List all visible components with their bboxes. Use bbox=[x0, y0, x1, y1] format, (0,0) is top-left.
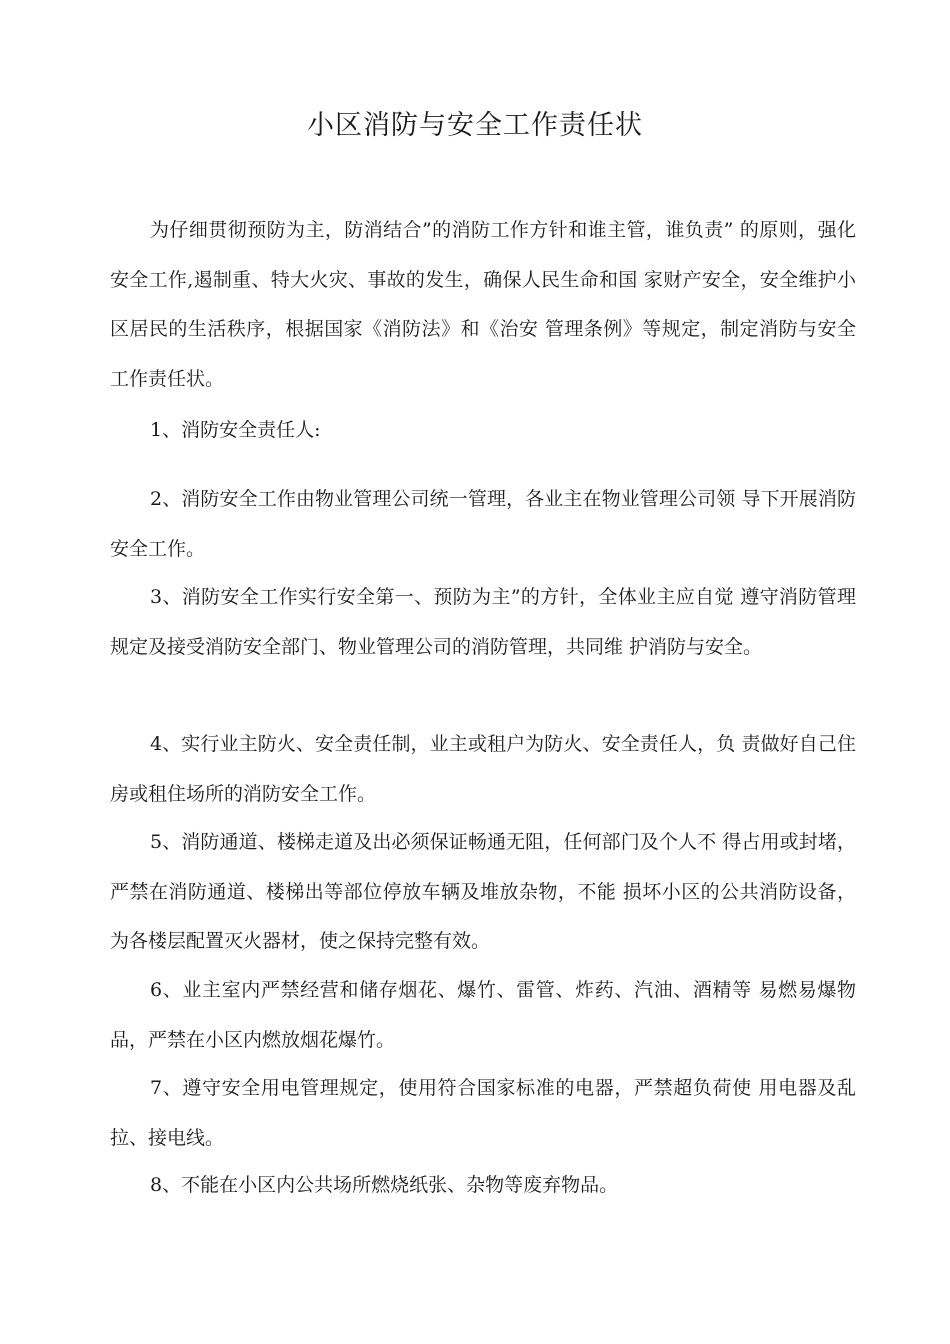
clause-3: 3、消防安全工作实行安全第一、预防为主”的方针，全体业主应自觉 遵守消防管理规定及接受消防安全部门、物业管理公司的消防管理，共同维 护消防与安全。 bbox=[110, 586, 856, 658]
document-title: 小区消防与安全工作责任状 bbox=[307, 110, 643, 141]
clause-1: 1、消防安全责任人: bbox=[150, 419, 321, 441]
clause-4: 4、实行业主防火、安全责任制，业主或租户为防火、安全责任人，负 责做好自己住房或租住场所的消防安全工作。 bbox=[110, 733, 856, 805]
clause-8: 8、不能在小区内公共场所燃烧纸张、杂物等废弃物品。 bbox=[150, 1174, 619, 1196]
clause-5: 5、消防通道、楼梯走道及出必须保证畅通无阻，任何部门及个人不 得占用或封堵，严禁在消防通道、楼梯出等部位停放车辆及堆放杂物，不能 损坏小区的公共消防设备，为各楼层配置灭火器材，使之保持完整有效。 bbox=[110, 831, 856, 952]
clause-6: 6、业主室内严禁经营和储存烟花、爆竹、雷管、炸药、汽油、酒精等 易燃易爆物品，严禁在小区内燃放烟花爆竹。 bbox=[110, 979, 856, 1051]
clause-2: 2、消防安全工作由物业管理公司统一管理，各业主在物业管理公司领 导下开展消防安全工作。 bbox=[110, 488, 856, 560]
clause-7: 7、遵守安全用电管理规定，使用符合国家标准的电器，严禁超负荷使 用电器及乱拉、接电线。 bbox=[110, 1077, 856, 1149]
intro-paragraph: 为仔细贯彻预防为主，防消结合”的消防工作方针和谁主管，谁负责” 的原则，强化安全工作,遏制重、特大火灾、事故的发生，确保人民生命和国 家财产安全，安全维护小区居民的生活秩序，根据国家《消防法》和《治安 管理条例》等规定，制定消防与安全工作责任状。 bbox=[110, 219, 856, 390]
